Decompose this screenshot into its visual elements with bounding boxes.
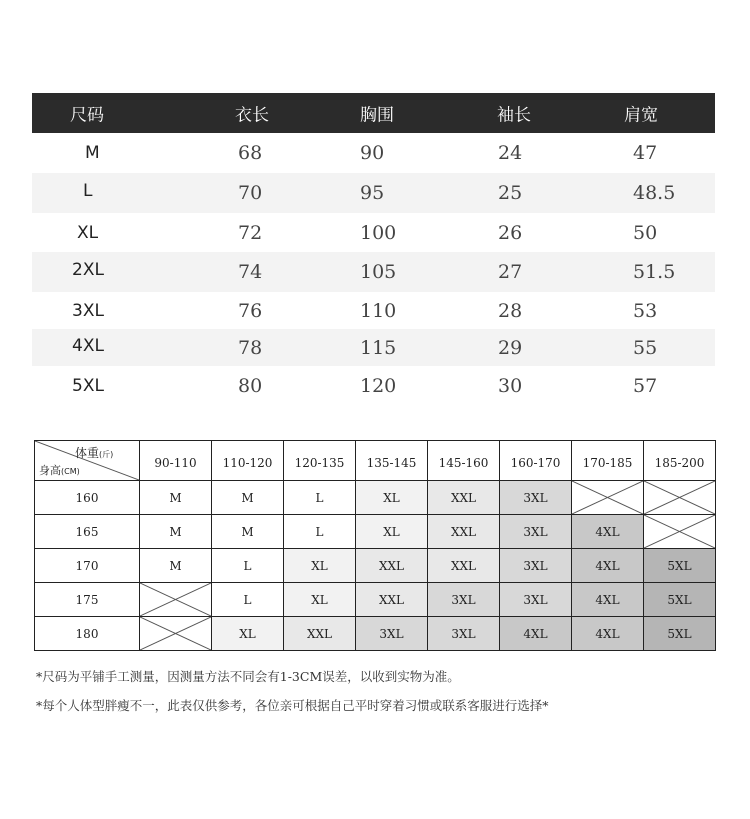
- height-row: [35, 617, 715, 650]
- length-cell: 74: [238, 261, 263, 283]
- height-value: 170: [35, 549, 140, 583]
- size-table: [32, 93, 715, 405]
- no-fit-cross: [140, 583, 211, 616]
- chest-cell: 115: [360, 336, 397, 359]
- corner-cell: [35, 441, 140, 481]
- sleeve-cell: 28: [498, 299, 523, 322]
- weight-range-header: 160-170: [500, 441, 572, 481]
- recommended-size-cell: XXL: [428, 481, 500, 515]
- size-cell: 5XL: [72, 375, 104, 396]
- recommended-size-cell: XXL: [428, 549, 500, 583]
- size-row: [32, 173, 715, 213]
- weight-header-row: [35, 441, 715, 481]
- recommended-size-cell: XXL: [356, 583, 428, 617]
- shoulder-cell: 51.5: [633, 261, 676, 283]
- chest-cell: 105: [360, 261, 397, 283]
- sleeve-cell: 25: [498, 182, 523, 204]
- length-cell: 72: [238, 221, 263, 244]
- height-row: [35, 515, 715, 549]
- shoulder-cell: 57: [633, 374, 658, 397]
- recommended-size-cell: 3XL: [500, 549, 572, 583]
- header-length: 衣长: [235, 105, 269, 126]
- height-label: 身高(CM): [39, 464, 80, 477]
- recommended-size-cell: L: [212, 549, 284, 583]
- height-value: 165: [35, 515, 140, 549]
- recommended-size-cell: 4XL: [572, 549, 644, 583]
- size-recommendation-table: [34, 440, 716, 651]
- size-row: [32, 252, 715, 292]
- height-value: 160: [35, 481, 140, 515]
- weight-label: 体重(斤): [75, 446, 114, 460]
- weight-range-header: 120-135: [284, 441, 356, 481]
- size-cell: 3XL: [72, 300, 104, 321]
- recommended-size-cell: 3XL: [500, 583, 572, 617]
- sleeve-cell: 27: [498, 261, 523, 283]
- recommended-size-cell: 5XL: [644, 549, 715, 583]
- height-row: [35, 481, 715, 515]
- recommended-size-cell: M: [140, 549, 212, 583]
- recommended-size-cell: XL: [284, 583, 356, 617]
- recommended-size-cell: M: [140, 481, 212, 515]
- height-row: [35, 549, 715, 583]
- recommended-size-cell: L: [284, 481, 356, 515]
- recommended-size-cell: 5XL: [644, 617, 715, 650]
- recommended-size-cell: XL: [212, 617, 284, 650]
- recommended-size-cell: 4XL: [572, 583, 644, 617]
- recommended-size-cell: 4XL: [572, 617, 644, 650]
- recommended-size-cell: M: [212, 481, 284, 515]
- recommended-size-cell: L: [284, 515, 356, 549]
- recommended-size-cell: 3XL: [356, 617, 428, 650]
- chest-cell: 100: [360, 221, 397, 244]
- size-row: [32, 213, 715, 252]
- recommended-size-cell: XXL: [356, 549, 428, 583]
- recommended-size-cell: 3XL: [428, 617, 500, 650]
- measurement-note: *尺码为平铺手工测量，因测量方法不同会有1-3CM误差，以收到实物为准。: [36, 669, 460, 684]
- chest-cell: 95: [360, 182, 385, 204]
- size-table-body: [32, 133, 715, 405]
- chest-cell: 90: [360, 142, 385, 164]
- no-fit-cross: [572, 481, 643, 514]
- recommended-size-cell: L: [212, 583, 284, 617]
- recommended-size-cell: M: [140, 515, 212, 549]
- header-size: 尺码: [70, 105, 104, 126]
- weight-range-header: 145-160: [428, 441, 500, 481]
- sleeve-cell: 24: [498, 142, 523, 164]
- no-fit-cross: [644, 515, 715, 548]
- weight-range-header: 90-110: [140, 441, 212, 481]
- size-cell: 4XL: [72, 335, 104, 356]
- empty-size-cell: [572, 481, 644, 515]
- recommended-size-cell: 5XL: [644, 583, 715, 617]
- header-sleeve: 袖长: [497, 105, 531, 126]
- empty-size-cell: [140, 617, 212, 650]
- shoulder-cell: 53: [633, 299, 658, 322]
- empty-size-cell: [644, 481, 715, 515]
- length-cell: 68: [238, 142, 263, 164]
- sleeve-cell: 29: [498, 336, 523, 359]
- reference-note: *每个人体型胖瘦不一，此表仅供参考，各位亲可根据自己平时穿着习惯或联系客服进行选择*: [36, 698, 549, 713]
- recommended-size-cell: XL: [284, 549, 356, 583]
- no-fit-cross: [644, 481, 715, 514]
- empty-size-cell: [140, 583, 212, 617]
- size-cell: M: [85, 143, 100, 163]
- recommended-size-cell: 4XL: [572, 515, 644, 549]
- shoulder-cell: 50: [633, 221, 658, 244]
- header-chest: 胸围: [360, 105, 394, 126]
- length-cell: 80: [238, 374, 263, 397]
- size-cell: 2XL: [72, 260, 104, 280]
- sleeve-cell: 26: [498, 221, 523, 244]
- size-cell: XL: [77, 222, 99, 243]
- recommended-size-cell: XXL: [428, 515, 500, 549]
- weight-range-header: 110-120: [212, 441, 284, 481]
- chest-cell: 110: [360, 299, 397, 322]
- length-cell: 76: [238, 299, 263, 322]
- weight-range-header: 135-145: [356, 441, 428, 481]
- header-shoulder: 肩宽: [624, 105, 658, 126]
- size-table-header: [32, 93, 715, 133]
- size-row: [32, 133, 715, 173]
- recommended-size-cell: M: [212, 515, 284, 549]
- height-value: 175: [35, 583, 140, 617]
- size-cell: L: [83, 181, 93, 201]
- recommended-size-cell: 3XL: [500, 481, 572, 515]
- length-cell: 78: [238, 336, 263, 359]
- recommended-size-cell: 4XL: [500, 617, 572, 650]
- shoulder-cell: 48.5: [633, 182, 676, 204]
- sleeve-cell: 30: [498, 374, 523, 397]
- chest-cell: 120: [360, 374, 397, 397]
- recommended-size-cell: XXL: [284, 617, 356, 650]
- shoulder-cell: 47: [633, 142, 658, 164]
- length-cell: 70: [238, 182, 263, 204]
- height-row: [35, 583, 715, 617]
- size-row: [32, 329, 715, 366]
- recommended-size-cell: XL: [356, 481, 428, 515]
- height-value: 180: [35, 617, 140, 650]
- weight-range-header: 170-185: [572, 441, 644, 481]
- empty-size-cell: [644, 515, 715, 549]
- recommended-size-cell: 3XL: [500, 515, 572, 549]
- shoulder-cell: 55: [633, 336, 658, 359]
- recommended-size-cell: XL: [356, 515, 428, 549]
- size-row: [32, 292, 715, 329]
- weight-range-header: 185-200: [644, 441, 715, 481]
- size-row: [32, 366, 715, 405]
- recommended-size-cell: 3XL: [428, 583, 500, 617]
- no-fit-cross: [140, 617, 211, 650]
